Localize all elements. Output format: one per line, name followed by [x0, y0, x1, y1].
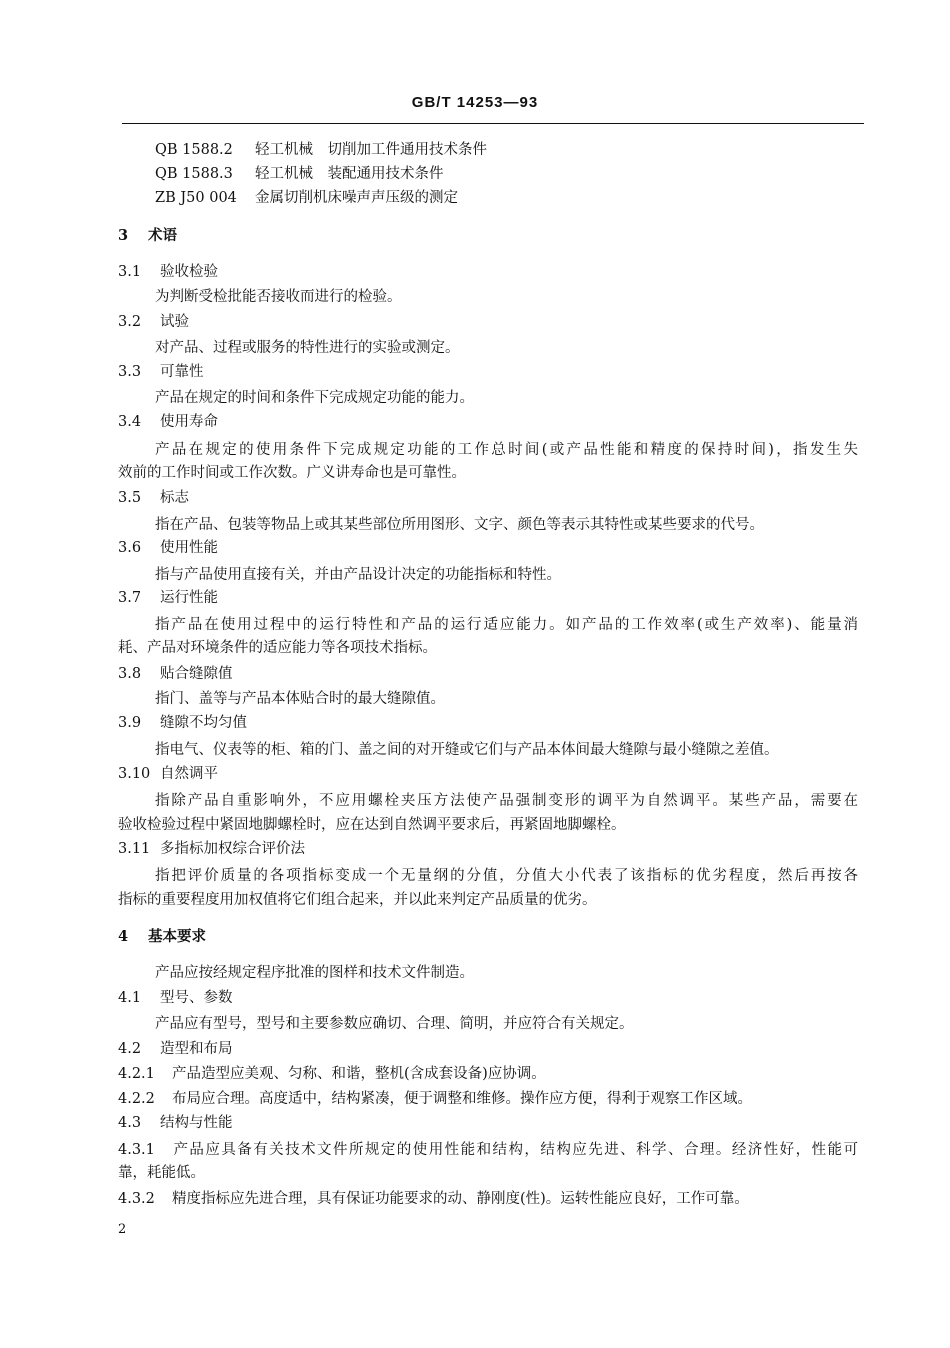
- clause-text: 产品应有型号，型号和主要参数应确切、合理、简明，并应符合有关规定。: [155, 1016, 634, 1032]
- section-heading: 4 基本要求: [118, 928, 206, 945]
- term-definition: 对产品、过程或服务的特性进行的实验或测定。: [155, 340, 460, 356]
- term-heading: 3.2 试验: [118, 314, 189, 330]
- term-definition: 指在产品、包装等物品上或其某些部位所用图形、文字、颜色等表示其特性或某些要求的代号。: [155, 517, 764, 533]
- term-definition: 指电气、仪表等的柜、箱的门、盖之间的对开缝或它们与产品本体间最大缝隙与最小缝隙之差值。: [155, 742, 779, 758]
- term-heading: 3.6 使用性能: [118, 540, 218, 556]
- section-heading: 3 术语: [118, 227, 177, 244]
- term-heading: 3.5 标志: [118, 490, 189, 506]
- clause-text: 4.2.2 布局应合理。高度适中，结构紧凑，便于调整和维修。操作应方便，得利于观察工作区域。: [118, 1091, 752, 1107]
- term-heading: 3.11 多指标加权综合评价法: [118, 841, 305, 857]
- clause-text: 4.3.1 产品应具备有关技术文件所规定的使用性能和结构，结构应先进、科学、合理。经济性好，性能可: [118, 1142, 858, 1158]
- reference-item: QB 1588.2 轻工机械 切削加工件通用技术条件: [155, 142, 487, 158]
- header-rule: [122, 123, 864, 124]
- standard-code: GB/T 14253—93: [411, 94, 539, 111]
- term-heading: 3.10 自然调平: [118, 766, 218, 782]
- term-definition-continued: 验收检验过程中紧固地脚螺栓时，应在达到自然调平要求后，再紧固地脚螺栓。: [118, 817, 626, 833]
- clause-heading: 4.3 结构与性能: [118, 1115, 233, 1131]
- reference-item: QB 1588.3 轻工机械 装配通用技术条件: [155, 166, 444, 182]
- term-definition: 指除产品自重影响外，不应用螺栓夹压方法使产品强制变形的调平为自然调平。某些产品，需要在: [155, 793, 858, 809]
- term-heading: 3.9 缝隙不均匀值: [118, 715, 247, 731]
- page-number: 2: [118, 1222, 127, 1237]
- term-heading: 3.4 使用寿命: [118, 414, 218, 430]
- section-intro: 产品应按经规定程序批准的图样和技术文件制造。: [155, 965, 474, 981]
- term-definition: 指产品在使用过程中的运行特性和产品的运行适应能力。如产品的工作效率(或生产效率)、能量消: [155, 617, 858, 633]
- clause-text: 4.3.2 精度指标应先进合理，具有保证功能要求的动、静刚度(性)。运转性能应良好，工作可靠。: [118, 1191, 749, 1207]
- term-definition: 指把评价质量的各项指标变成一个无量纲的分值，分值大小代表了该指标的优劣程度，然后再按各: [155, 868, 858, 884]
- term-definition: 产品在规定的时间和条件下完成规定功能的能力。: [155, 390, 474, 406]
- term-heading: 3.1 验收检验: [118, 264, 218, 280]
- term-definition-continued: 耗、产品对环境条件的适应能力等各项技术指标。: [118, 640, 437, 656]
- clause-text-continued: 靠，耗能低。: [118, 1165, 205, 1181]
- reference-item: ZB J50 004 金属切削机床噪声声压级的测定: [155, 190, 458, 206]
- clause-text: 4.2.1 产品造型应美观、匀称、和谐，整机(含成套设备)应协调。: [118, 1066, 546, 1082]
- clause-heading: 4.1 型号、参数: [118, 990, 233, 1006]
- term-heading: 3.7 运行性能: [118, 590, 218, 606]
- term-definition: 指门、盖等与产品本体贴合时的最大缝隙值。: [155, 691, 445, 707]
- term-definition: 为判断受检批能否接收而进行的检验。: [155, 289, 402, 305]
- term-heading: 3.8 贴合缝隙值: [118, 666, 233, 682]
- term-definition: 指与产品使用直接有关，并由产品设计决定的功能指标和特性。: [155, 567, 561, 583]
- term-definition-continued: 指标的重要程度用加权值将它们组合起来，并以此来判定产品质量的优劣。: [118, 892, 597, 908]
- term-heading: 3.3 可靠性: [118, 364, 204, 380]
- term-definition-continued: 效前的工作时间或工作次数。广义讲寿命也是可靠性。: [118, 465, 466, 481]
- term-definition: 产品在规定的使用条件下完成规定功能的工作总时间(或产品性能和精度的保持时间)，指发生失: [155, 442, 858, 458]
- clause-heading: 4.2 造型和布局: [118, 1041, 233, 1057]
